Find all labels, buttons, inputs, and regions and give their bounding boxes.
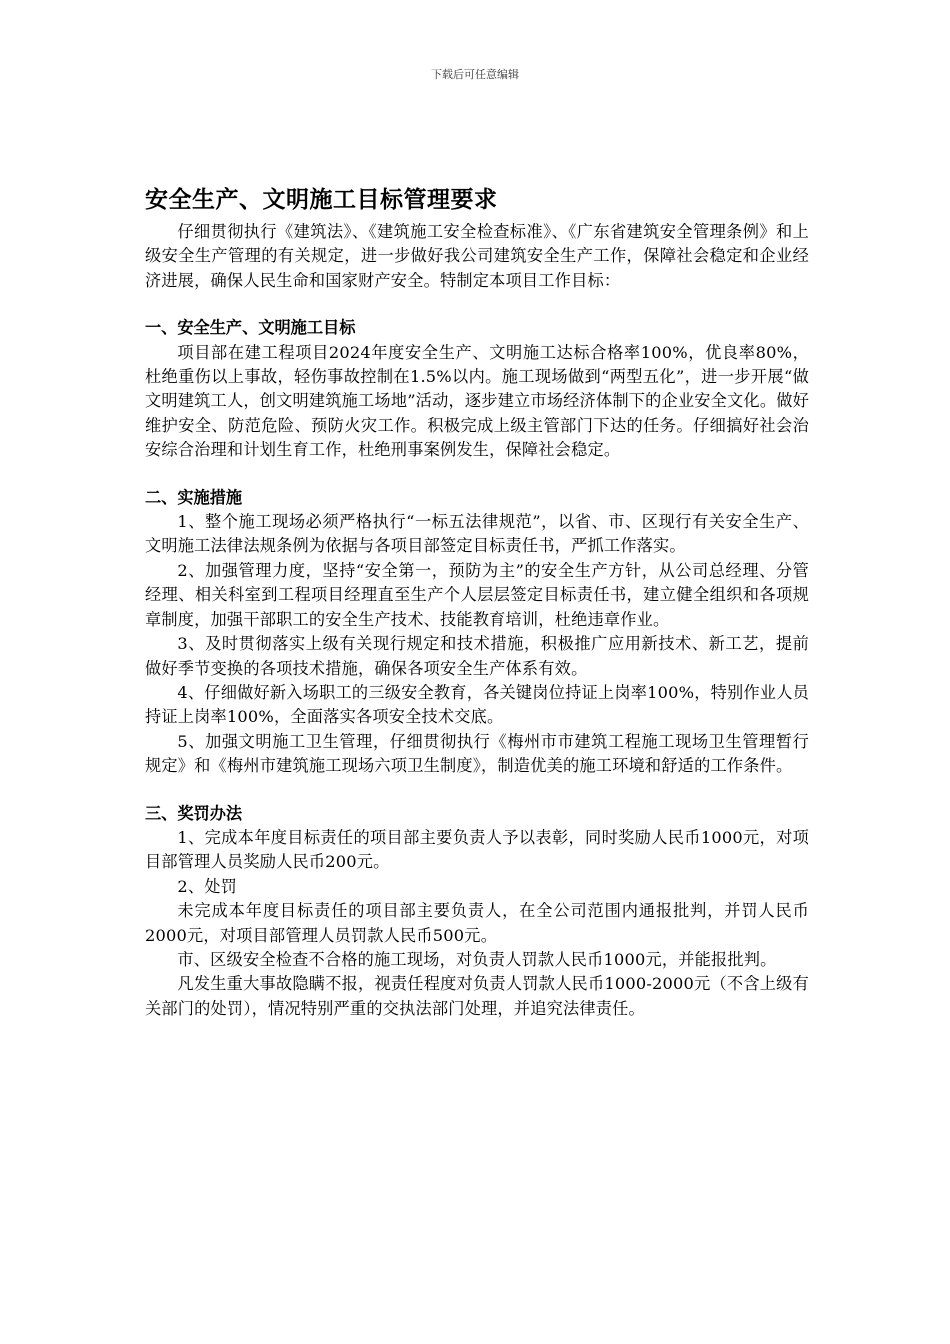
section-heading: 三、奖罚办法 [145, 803, 243, 823]
section-measures [145, 486, 809, 779]
paragraph: 凡发生重大事故隐瞒不报，视责任程度对负责人罚款人民币1000-2000元（不含上级有关部门的处罚），情况特别严重的交执法部门处理，并追究法律责任。 [145, 974, 809, 1018]
paragraph: 未完成本年度目标责任的项目部主要负责人，在全公司范围内通报批判，并罚人民币2000元，对项目部管理人员罚款人民币500元。 [145, 901, 809, 945]
document-title: 安全生产、文明施工目标管理要求 [145, 187, 498, 213]
paragraph: 1、完成本年度目标责任的项目部主要负责人予以表彰，同时奖励人民币1000元，对项目部管理人员奖励人民币200元。 [145, 827, 809, 872]
paragraph: 市、区级安全检查不合格的施工现场，对负责人罚款人民币1000元，并能报批判。 [177, 949, 777, 969]
paragraph: 2、加强管理力度，坚持“安全第一，预防为主”的安全生产方针，从公司总经理、分管经理、相关科室到工程项目经理直至生产个人层层签定目标责任书，建立健全组织和各项规章制度，加强干部职工的安全生产技术、技能教育培训，杜绝违章作业。 [145, 560, 809, 629]
section-heading: 一、安全生产、文明施工目标 [145, 318, 356, 338]
paragraph: 2、处罚 [177, 876, 238, 896]
intro-paragraph: 仔细贯彻执行《建筑法》、《建筑施工安全检查标准》、《广东省建筑安全管理条例》和上级安全生产管理的有关规定，进一步做好我公司建筑安全生产工作，保障社会稳定和企业经济进展，确保人民生命和国家财产安全。特制定本项目工作目标： [145, 222, 809, 290]
paragraph: 3、及时贯彻落实上级有关现行规定和技术措施，积极推广应用新技术、新工艺，提前做好季节变换的各项技术措施，确保各项安全生产体系有效。 [145, 634, 809, 678]
header-note: 下载后可任意编辑 [431, 68, 519, 81]
paragraph: 项目部在建工程项目2024年度安全生产、文明施工达标合格率100%，优良率80%，杜绝重伤以上事故，轻伤事故控制在1.5%以内。施工现场做到“两型五化”，进一步开展“做文明建筑工人，创文明建筑施工场地”活动，逐步建立市场经济体制下的企业安全文化。做好维护安全、防范危险、预防火灾工作。积极完成上级主管部门下达的任务。仔细搞好社会治安综合治理和计划生育工作，杜绝刑事案例发生，保障社会稳定。 [145, 342, 809, 460]
paragraph: 5、加强文明施工卫生管理，仔细贯彻执行《梅州市市建筑工程施工现场卫生管理暂行规定》和《梅州市建筑施工现场六项卫生制度》，制造优美的施工环境和舒适的工作条件。 [145, 731, 809, 776]
paragraph: 4、仔细做好新入场职工的三级安全教育，各关键岗位持证上岗率100%，特别作业人员持证上岗率100%，全面落实各项安全技术交底。 [145, 682, 809, 727]
paragraph: 1、整个施工现场必须严格执行“一标五法律规范”，以省、市、区现行有关安全生产、文明施工法律法规条例为依据与各项目部签定目标责任书，严抓工作落实。 [145, 512, 809, 556]
section-heading: 二、实施措施 [145, 487, 243, 507]
section-goals [145, 316, 809, 462]
section-rewards-penalties [145, 802, 809, 1022]
document-body [145, 180, 809, 1021]
